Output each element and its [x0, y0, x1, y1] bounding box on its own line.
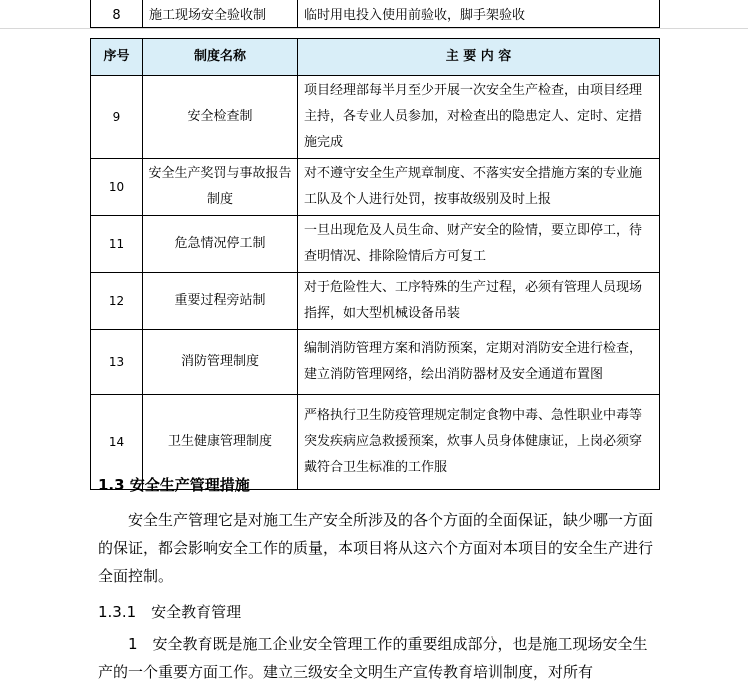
row-name: 危急情况停工制 [143, 216, 298, 273]
section-heading: 1.3 安全生产管理措施 [98, 476, 250, 494]
row-content: 对不遵守安全生产规章制度、不落实安全措施方案的专业施工队及个人进行处罚，按事故级别及时上报 [298, 159, 660, 216]
table-header-row [91, 39, 660, 76]
row-number: 10 [91, 159, 143, 216]
row-content: 编制消防管理方案和消防预案，定期对消防安全进行检查，建立消防管理网络，绘出消防器材及安全通道布置图 [298, 330, 660, 395]
row-content: 严格执行卫生防疫管理规定制定食物中毒、急性职业中毒等突发疾病应急救援预案，炊事人员身体健康证，上岗必须穿戴符合卫生标准的工作服 [298, 395, 660, 490]
header-number: 序号 [91, 39, 143, 76]
table-row [91, 0, 660, 28]
row-name: 施工现场安全验收制 [143, 0, 298, 28]
row-name: 重要过程旁站制 [143, 273, 298, 330]
row-number: 13 [91, 330, 143, 395]
row-content: 项目经理部每半月至少开展一次安全生产检查，由项目经理主持，各专业人员参加，对检查出的隐患定人、定时、定措施完成 [298, 76, 660, 159]
row-name: 消防管理制度 [143, 330, 298, 395]
table-row [91, 76, 660, 159]
row-number: 8 [91, 0, 143, 28]
subsection-heading: 1.3.1 安全教育管理 [98, 603, 242, 621]
row-content: 临时用电投入使用前验收，脚手架验收 [298, 0, 660, 28]
paragraph: 1 安全教育既是施工企业安全管理工作的重要组成部分，也是施工现场安全生产的一个重要方面工作。建立三级安全文明生产宣传教育培训制度，对所有 [98, 635, 648, 681]
row-name: 安全生产奖罚与事故报告制度 [143, 159, 298, 216]
header-name: 制度名称 [143, 39, 298, 76]
row-content: 对于危险性大、工序特殊的生产过程，必须有管理人员现场指挥，如大型机械设备吊装 [298, 273, 660, 330]
row-number: 12 [91, 273, 143, 330]
row-content: 一旦出现危及人员生命、财产安全的险情，要立即停工，待查明情况、排除险情后方可复工 [298, 216, 660, 273]
row-number: 9 [91, 76, 143, 159]
row-name: 卫生健康管理制度 [143, 395, 298, 490]
row-name: 安全检查制 [143, 76, 298, 159]
table-row [91, 216, 660, 273]
table-row [91, 273, 660, 330]
row-number: 14 [91, 395, 143, 490]
previous-page-table [90, 0, 660, 28]
table-row [91, 330, 660, 395]
table-row [91, 159, 660, 216]
row-number: 11 [91, 216, 143, 273]
regulations-table [90, 38, 660, 490]
header-content: 主 要 内 容 [298, 39, 660, 76]
paragraph: 安全生产管理它是对施工生产安全所涉及的各个方面的全面保证，缺少哪一方面的保证，都会影响安全工作的质量，本项目将从这六个方面对本项目的安全生产进行全面控制。 [98, 511, 654, 585]
